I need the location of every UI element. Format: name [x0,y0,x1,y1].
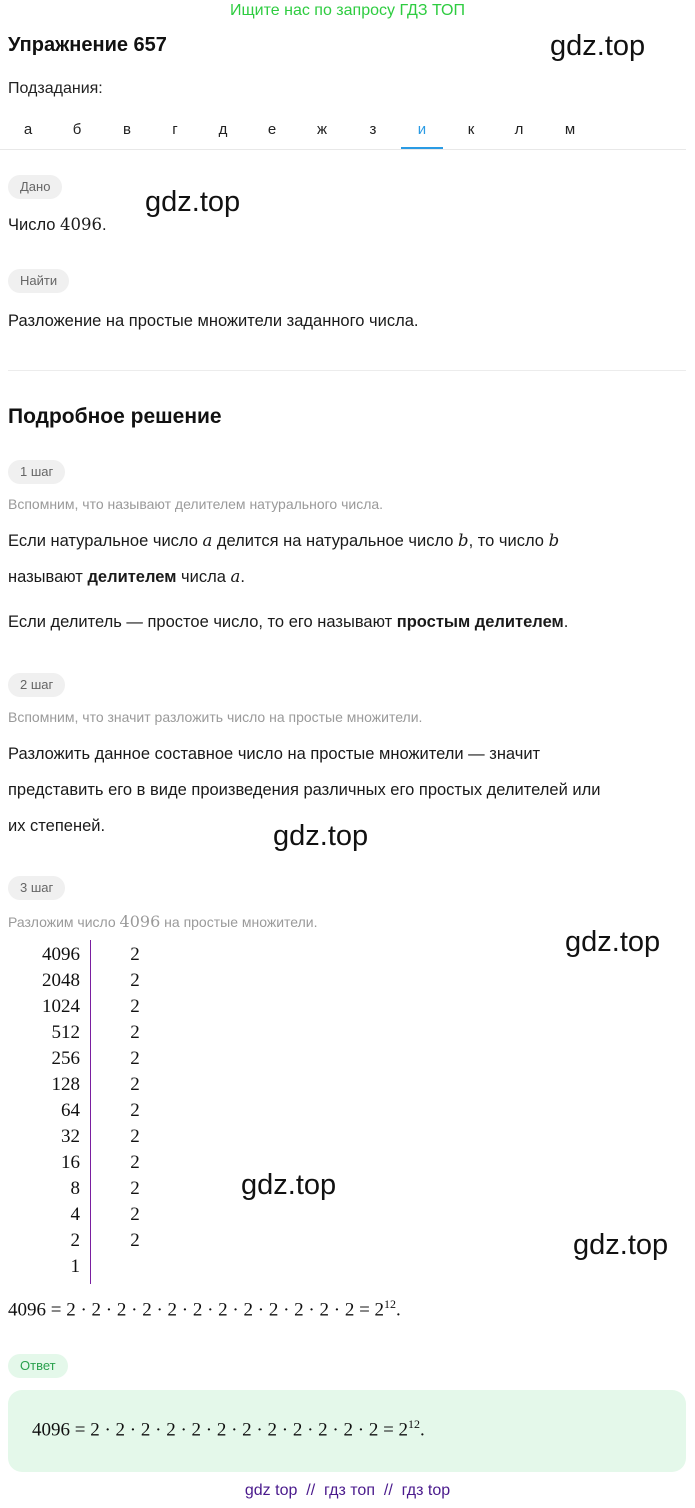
step1-text: . [563,613,569,631]
divisor: 2 [130,1100,140,1121]
step1-text: Если делитель — простое число, то его называют [8,613,397,631]
step1-text: числа [176,568,231,586]
search-promo-banner: Ищите нас по запросу ГДЗ ТОП [230,2,465,19]
given-section [8,175,62,199]
division-line [90,940,91,1284]
dividend: 4096 [42,944,80,965]
step2-line2: представить его в виде произведения различных его простых делителей или [8,781,601,799]
step2-line3: их степеней. [8,817,106,835]
find-text: Разложение на простые множители заданного числа. [8,312,419,330]
divisor: 2 [130,1204,140,1225]
divisor: 2 [130,944,140,965]
step1-text: называют [8,568,88,586]
watermark: gdz.top [573,1229,669,1261]
watermark: gdz.top [550,30,646,62]
dividend: 128 [51,1074,80,1095]
step3-hint [8,912,318,931]
dividend: 2 [70,1230,80,1251]
divisor: 2 [130,1048,140,1069]
divisor: 2 [130,1126,140,1147]
step1-text: делится на натуральное число [212,532,459,550]
answer-box [8,1390,686,1472]
step2-hint: Вспомним, что значит разложить число на простые множители. [8,709,423,725]
divisor-column [120,942,150,1254]
watermark: gdz.top [145,186,241,218]
dividend: 2048 [42,970,80,991]
answer-end: . [420,1419,425,1441]
section-divider [8,370,686,371]
dividend: 256 [51,1048,80,1069]
var-b: b [548,531,560,550]
given-text [8,214,107,236]
dividend: 1 [70,1256,80,1277]
step3 [8,876,65,900]
result-end: . [396,1299,401,1321]
factorization-result [8,1297,401,1321]
dividend: 512 [51,1022,80,1043]
divisor: 2 [130,1022,140,1043]
tab-l[interactable]: л [514,121,524,138]
step3-hint-text: Разложим число [8,914,120,930]
dividend: 64 [61,1100,80,1121]
tab-e[interactable]: е [267,121,277,138]
tab-v[interactable]: в [123,121,131,138]
find-badge: Найти [8,269,69,293]
dividend: 8 [70,1178,80,1199]
step1-badge: 1 шаг [8,460,65,484]
divisor: 2 [130,970,140,991]
var-a: a [202,531,213,550]
var-a: a [230,567,241,586]
term-divisor: делителем [87,568,177,586]
step1-hint: Вспомним, что называют делителем натурального числа. [8,496,384,512]
dividend: 32 [61,1126,80,1147]
step2-badge: 2 шаг [8,673,65,697]
step1-line2 [8,566,245,588]
watermark: gdz.top [273,820,369,852]
tab-zh[interactable]: ж [316,121,328,138]
watermark: gdz.top [565,926,661,958]
dividend-column [0,942,80,1280]
answer-label [8,1354,68,1378]
divisor: 2 [130,1152,140,1173]
answer-expression: 4096 = 2 · 2 · 2 · 2 · 2 · 2 · 2 · 2 · 2 · 2 · 2 · 2 = 2 [32,1419,409,1441]
page-title: Упражнение 657 [8,34,167,56]
given-badge: Дано [8,175,62,199]
subtasks-label: Подзадания: [8,80,103,97]
var-b: b [458,531,469,550]
step3-hint-number: 4096 [119,912,161,931]
solution-title: Подробное решение [8,405,222,428]
dividend: 16 [61,1152,80,1173]
tab-z[interactable]: з [369,121,377,138]
step1-text: , то число [468,532,549,550]
find-section [8,269,69,293]
tab-i[interactable]: и [401,112,443,149]
divisor: 2 [130,996,140,1017]
tab-k[interactable]: к [467,121,475,138]
given-suffix: . [102,216,107,234]
divisor: 2 [130,1230,140,1251]
step1-text: . [240,568,245,586]
tab-d[interactable]: д [218,121,228,138]
answer-exponent: 12 [408,1417,421,1431]
step1-line1 [8,530,559,552]
watermark: gdz.top [241,1169,337,1201]
result-expression: 4096 = 2 · 2 · 2 · 2 · 2 · 2 · 2 · 2 · 2 · 2 · 2 · 2 = 2 [8,1299,385,1321]
step2-line1: Разложить данное составное число на простые множители — значит [8,745,541,763]
step1 [8,460,65,484]
step2 [8,673,65,697]
tab-a[interactable]: а [23,121,33,138]
divisor: 2 [130,1074,140,1095]
given-number: 4096 [60,215,103,234]
subtask-tabs [0,112,686,150]
divisor: 2 [130,1178,140,1199]
tab-m[interactable]: м [564,121,576,138]
term-prime-divisor: простым делителем [396,613,564,631]
footer-links[interactable]: gdz top // гдз топ // гдз top [244,1482,451,1499]
step3-hint-text: на простые множители. [160,914,318,930]
step1-text: Если натуральное число [8,532,203,550]
dividend: 1024 [42,996,80,1017]
given-prefix: Число [8,216,61,234]
tab-b[interactable]: б [72,121,82,138]
answer-text [32,1417,425,1441]
answer-badge: Ответ [8,1354,68,1378]
step1-line3 [8,611,568,633]
step3-badge: 3 шаг [8,876,65,900]
dividend: 4 [70,1204,80,1225]
result-exponent: 12 [384,1297,397,1311]
tab-g[interactable]: г [172,121,178,138]
